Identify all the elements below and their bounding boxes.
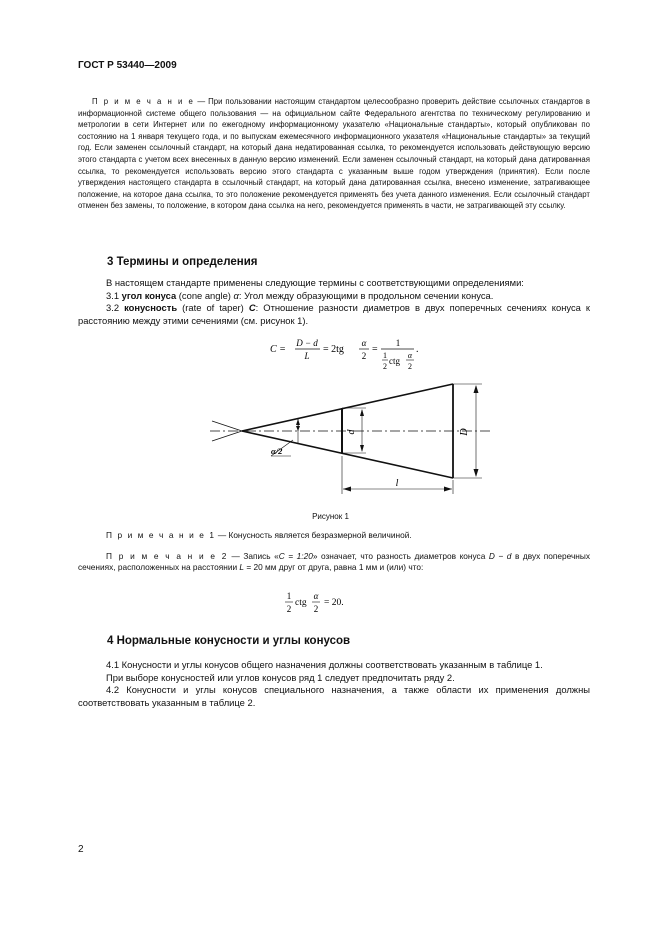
- section-3-intro: В настоящем стандарте применены следующие термины с соответствующими определениями:: [106, 277, 524, 288]
- section-4-title: 4 Нормальные конусности и углы конусов: [107, 635, 351, 647]
- formula2-d2: 2: [313, 604, 319, 614]
- intro-note: [78, 96, 590, 212]
- formula-mid: = 2tg: [323, 344, 344, 355]
- formula-lhs: C =: [270, 344, 286, 355]
- formula2-n1: 1: [286, 591, 292, 601]
- label-D: D: [459, 428, 470, 436]
- formula-den1: L: [304, 351, 310, 361]
- note-2: [78, 551, 590, 574]
- intro-note-label: П р и м е ч а н и е: [92, 97, 195, 106]
- term-3-1-definition: : Угол между образующими в продольном сечении конуса.: [238, 289, 494, 301]
- formula-den3-ctg: ctg: [389, 356, 400, 366]
- section-4-p2: При выборе конусностей или углов конусов ряд 1 следует предпочитать ряду 2.: [106, 671, 455, 683]
- term-3-1: [78, 290, 590, 303]
- taper-formula: [270, 334, 430, 378]
- term-3-2: [78, 302, 590, 327]
- cone-upper-generator: [242, 384, 453, 431]
- note-2-text-a: — Запись «: [227, 551, 279, 561]
- label-alpha-half: α/2: [271, 446, 283, 456]
- note-2-text-c: в двух поперечных сечениях, расположенных на расстоянии: [78, 551, 590, 573]
- label-d: d: [346, 429, 357, 435]
- formula-num1: D − d: [296, 338, 318, 348]
- formula-eq: =: [372, 344, 378, 355]
- formula-num3: 1: [395, 338, 401, 348]
- note-1-text: — Конусность является безразмерной величиной.: [215, 530, 412, 540]
- term-3-2-definition: : Отношение разности диаметров в двух поперечных сечениях конуса к расстоянию между этими сечениями (см. рисунок 1).: [78, 302, 590, 326]
- formula-den3-b: 2: [383, 362, 387, 371]
- term-3-1-en: (cone angle): [176, 289, 234, 301]
- formula2-d1: 2: [286, 604, 292, 614]
- term-3-2-symbol: C: [248, 302, 256, 314]
- term-3-2-number: 3.2: [106, 302, 120, 314]
- figure-caption: Рисунок 1: [312, 512, 349, 521]
- document-code: ГОСТ Р 53440—2009: [78, 60, 177, 71]
- formula-end: .: [416, 344, 419, 355]
- formula-den3-a: 1: [383, 351, 387, 360]
- section-4-p3: 4.2 Конусности и углы конусов специального назначения, а также области их применения должны соответствовать указанным в таблице 2.: [78, 684, 590, 708]
- note-2-formula: [284, 588, 364, 618]
- section-3-title: 3 Термины и определения: [107, 256, 258, 268]
- formula-den2: 2: [361, 351, 367, 361]
- formula-num2: α: [361, 338, 367, 348]
- note-2-L: L: [239, 562, 245, 573]
- label-l: l: [395, 478, 399, 489]
- formula2-n2: α: [313, 591, 319, 601]
- section-4-body: [78, 659, 590, 709]
- section-4-p1: 4.1 Конусности и углы конусов общего назначения должны соответствовать указанным в таблице 1.: [106, 659, 543, 670]
- note-2-c-expr: C = 1:20: [278, 551, 313, 561]
- lower-extension: [212, 431, 242, 441]
- intro-note-text: — При пользовании настоящим стандартом целесообразно проверить действие ссылочных стандартов в информационной системе общего пользования — на официальном сайте Федерального агентства по техническому регулированию и метрологии в сети Интернет или по ежегодному информационному указателю «Национальные стандарты», который опубликован по состоянию на 1 января текущего года, и по выпускам ежемесячного информационного указателя «Национальные стандарты» за текущий год. Если заменен ссылочный стандарт, на который дана недатированная ссылка, то рекомендуется использовать действующую версию этого стандарта с учетом всех внесенных в данную версию изменений. Если заменен ссылочный стандарт, на который дана датированная ссылка, то рекомендуется использовать версию этого стандарта с указанным выше годом утверждения (принятия). Если после утверждения настоящего стандарта в ссылочный стандарт, на который дана датированная ссылка, внесено изменение, затрагивающее положение, на которое дана ссылка, то это положение рекомендуется применять без учета данного изменения. Если ссылочный стандарт отменен без замены, то положение, в котором дана ссылка на него, рекомендуется применять в части, не затрагивающей эту ссылку.: [78, 97, 590, 211]
- term-3-1-symbol: α: [233, 289, 239, 301]
- note-2-text-b: » означает, что разность диаметров конуса: [312, 551, 489, 561]
- note-2-text-d: = 20 мм друг от друга, равна 1 мм и (или) что:: [244, 562, 424, 573]
- section-3-body: [78, 277, 590, 327]
- formula2-ctg: ctg: [295, 598, 307, 608]
- note-1: [106, 530, 412, 541]
- upper-extension: [212, 421, 242, 431]
- page-number: 2: [78, 844, 84, 855]
- formula-den3-c: α: [407, 351, 413, 360]
- term-3-2-term: конусность: [124, 302, 178, 314]
- note-2-label: П р и м е ч а н и е 2: [106, 551, 228, 561]
- term-3-2-en: (rate of taper): [177, 302, 249, 314]
- formula-den3-d: 2: [408, 362, 412, 371]
- note-1-label: П р и м е ч а н и е 1: [106, 530, 216, 540]
- formula2-rhs: = 20.: [324, 598, 344, 608]
- term-3-1-term: угол конуса: [121, 289, 177, 301]
- term-3-1-number: 3.1: [106, 289, 120, 301]
- note-2-dd: D − d: [488, 551, 512, 561]
- cone-figure: [200, 376, 500, 506]
